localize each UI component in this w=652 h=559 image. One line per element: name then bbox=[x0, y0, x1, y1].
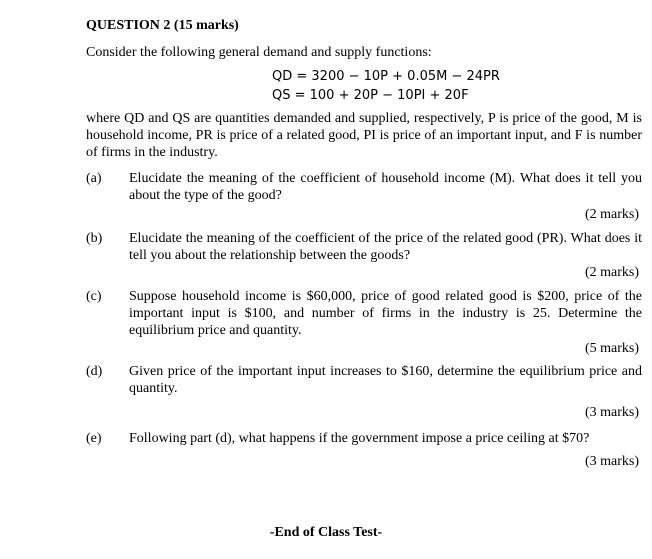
part-a-marks: (2 marks) bbox=[584, 207, 639, 222]
part-text: Following part (d), what happens if the government impose a price ceiling at $70? bbox=[129, 431, 590, 446]
end-of-test: -End of Class Test- bbox=[269, 525, 383, 540]
demand-equation: QD = 3200 − 10P + 0.05M − 24PR bbox=[272, 69, 500, 84]
variable-definitions: where QD and QS are quantities demanded and supplied, respectively, P is price of the good, M is household income, PR is price of a related good, PI is price of an important input, and F is number of firms in the industry. bbox=[86, 111, 642, 160]
part-e-marks: (3 marks) bbox=[584, 454, 639, 469]
part-text: Given price of the important input increases to $160, determine the equilibrium price and quantity. bbox=[129, 364, 642, 396]
part-label: (c) bbox=[86, 289, 102, 304]
question-title: QUESTION 2 (15 marks) bbox=[86, 18, 239, 33]
question-intro: Consider the following general demand and supply functions: bbox=[86, 45, 432, 60]
part-label: (a) bbox=[86, 171, 102, 186]
part-text: Elucidate the meaning of the coefficient of the price of the related good (PR). What does it tell you about the relationship between the goods? bbox=[129, 231, 642, 263]
part-b-marks: (2 marks) bbox=[584, 265, 639, 280]
supply-equation: QS = 100 + 20P − 10PI + 20F bbox=[272, 88, 469, 103]
part-label: (d) bbox=[86, 364, 103, 379]
part-c-marks: (5 marks) bbox=[584, 341, 639, 356]
part-label: (b) bbox=[86, 231, 103, 246]
part-label: (e) bbox=[86, 431, 102, 446]
part-text: Suppose household income is $60,000, price of good related good is $200, price of the important input is $100, and number of firms in the industry is 25. Determine the equilibrium price and quantity. bbox=[129, 289, 642, 338]
part-text: Elucidate the meaning of the coefficient of household income (M). What does it tell you about the type of the good? bbox=[129, 171, 642, 203]
part-d-marks: (3 marks) bbox=[584, 405, 639, 420]
